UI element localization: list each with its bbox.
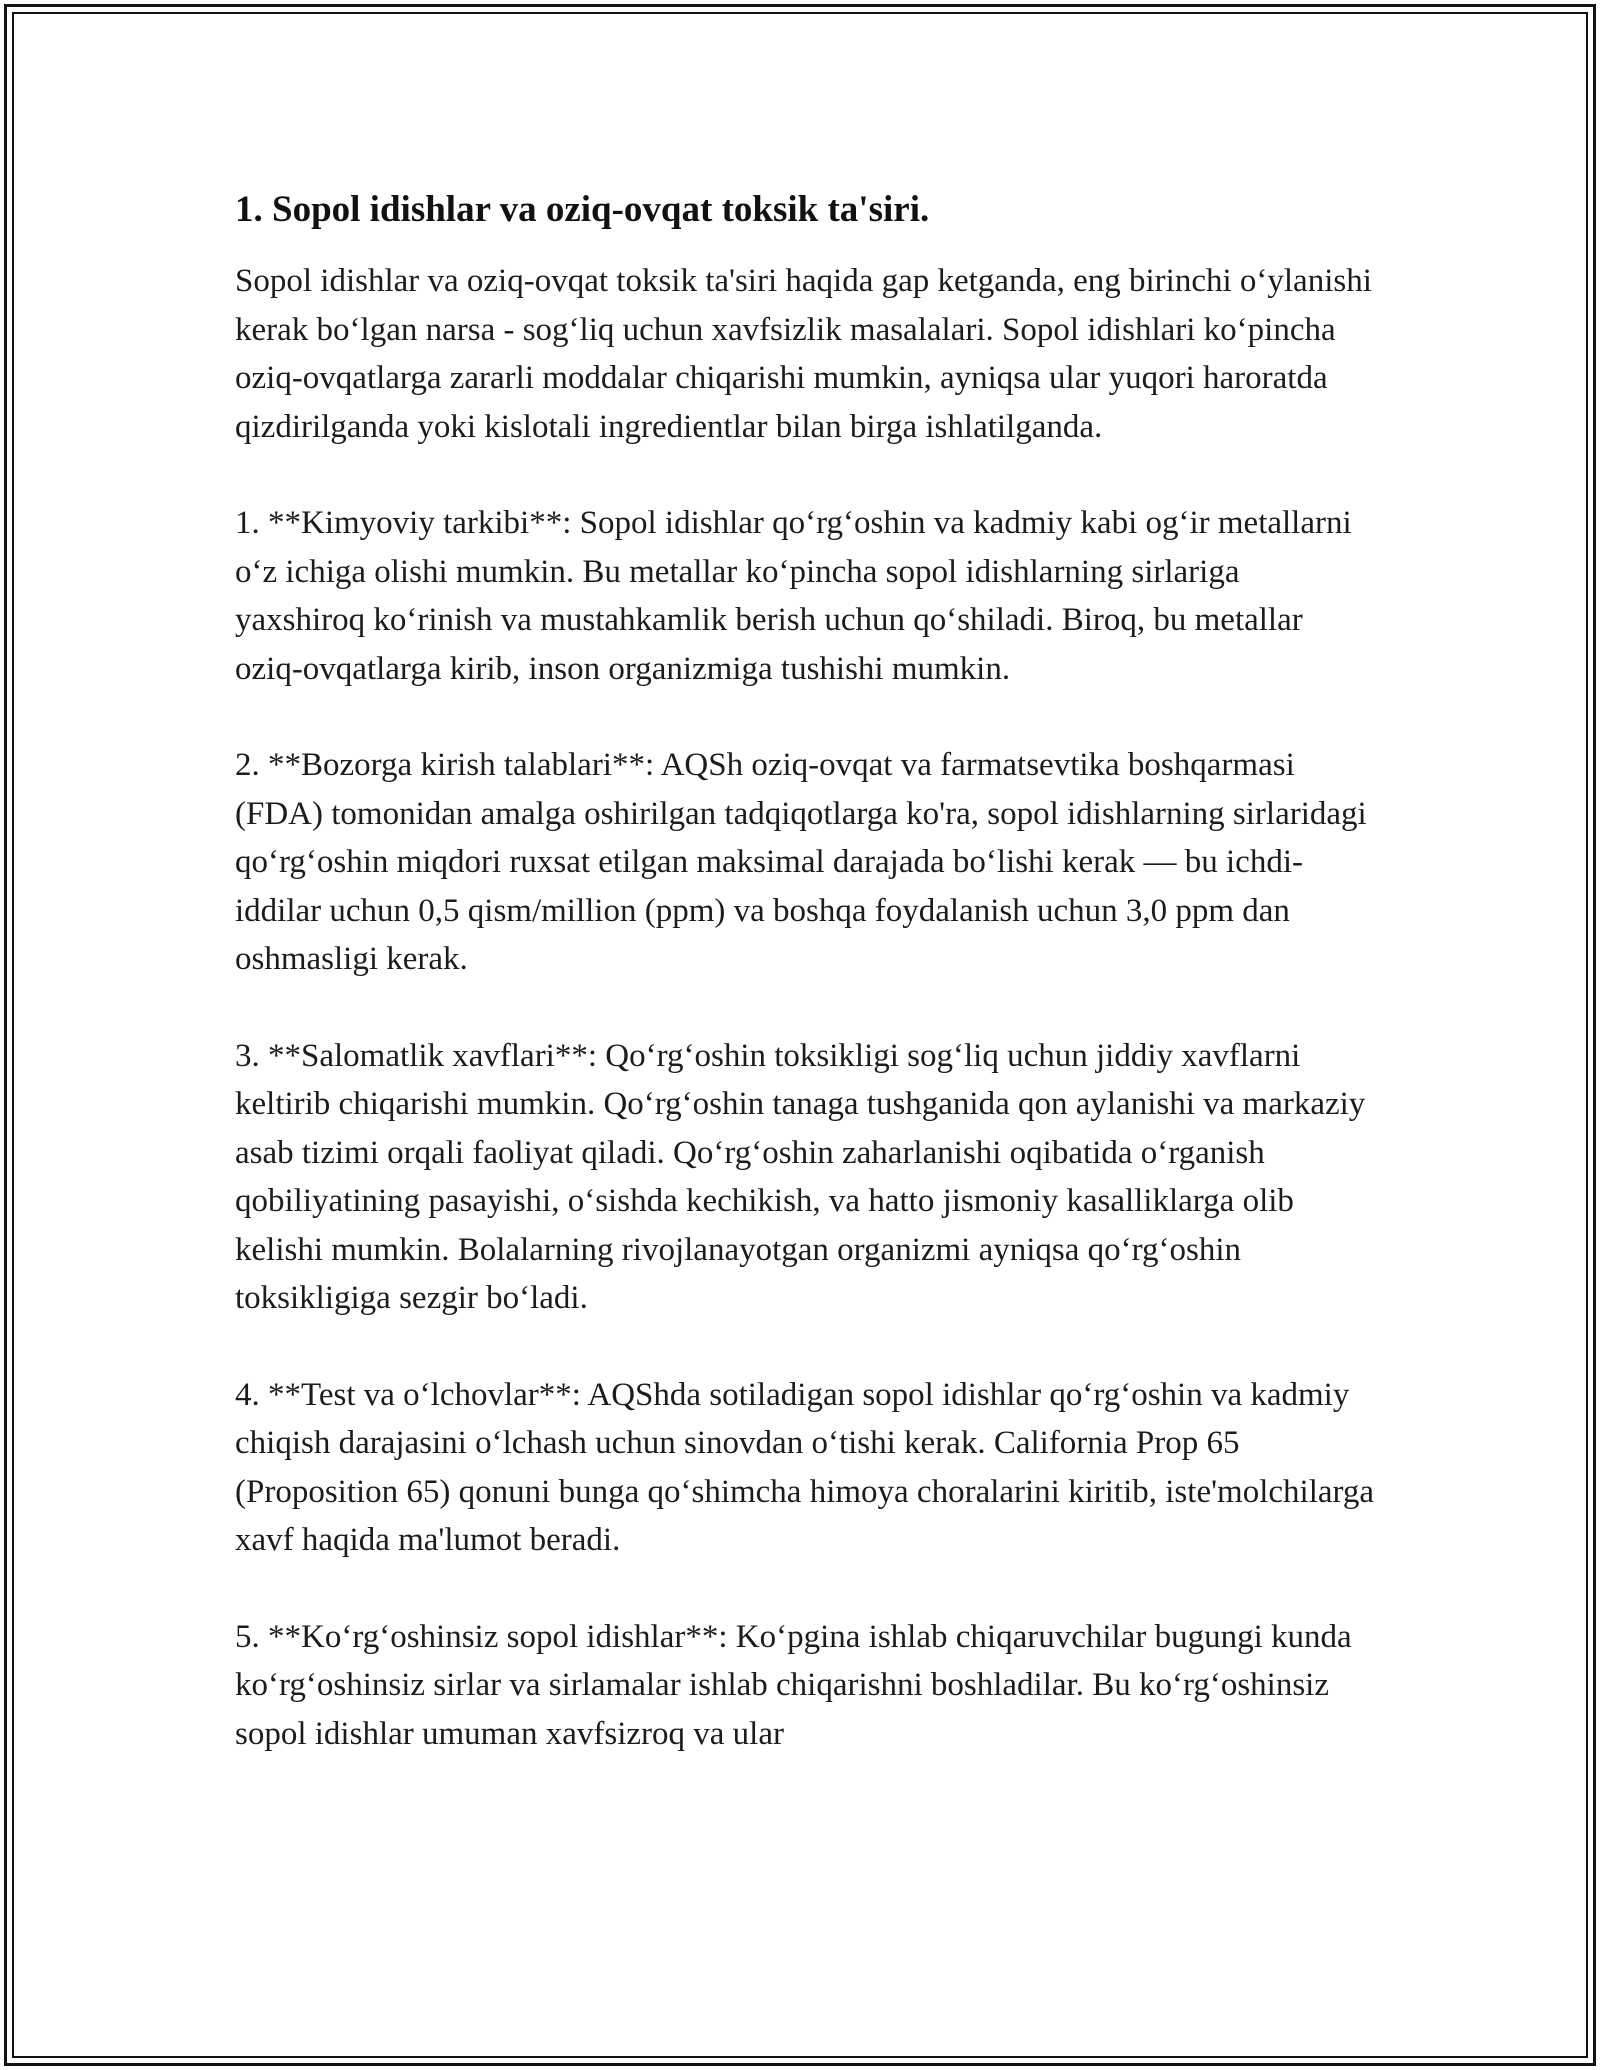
- paragraph-health-risks: 3. **Salomatlik xavflari**: Qoʻrgʻoshin toksikligi sogʻliq uchun jiddiy xavflarni keltirib chiqarishi mumkin. Qoʻrgʻoshin tanaga tushganida qon aylanishi va markaziy asab tizimi orqali faoliyat qiladi. Qoʻrgʻoshin zaharlanishi oqibatida oʻrganish qobiliyatining pasayishi, oʻsishda kechikish, va hatto jismoniy kasalliklarga olib kelishi mumkin. Bolalarning rivojlanayotgan organizmi ayniqsa qoʻrgʻoshin toksikligiga sezgir boʻladi.: [235, 1037, 1366, 1316]
- paragraph-intro: Sopol idishlar va oziq-ovqat toksik ta'siri haqida gap ketganda, eng birinchi oʻylanishi kerak boʻlgan narsa - sogʻliq uchun xavfsizlik masalalari. Sopol idishlari koʻpincha oziq-ovqatlarga zararli moddalar chiqarishi mumkin, ayniqsa ular yuqori haroratda qizdirilganda yoki kislotali ingredientlar bilan birga ishlatilganda.: [235, 263, 1372, 445]
- paragraph-tests-measurements: 4. **Test va oʻlchovlar**: AQShda sotiladigan sopol idishlar qoʻrgʻoshin va kadmiy chiqish darajasini oʻlchash uchun sinovdan oʻtishi kerak. California Prop 65 (Proposition 65) qonuni bunga qoʻshimcha himoya choralarini kiritib, iste'molchilarga xavf haqida ma'lumot beradi.: [235, 1376, 1375, 1558]
- document-body: [235, 185, 1375, 1806]
- document-title: 1. Sopol idishlar va oziq-ovqat toksik ta'siri.: [235, 189, 930, 230]
- paragraph-market-requirements: 2. **Bozorga kirish talablari**: AQSh oziq-ovqat va farmatsevtika boshqarmasi (FDA) tomonidan amalga oshirilgan tadqiqotlarga ko'ra, sopol idishlarning sirlaridagi qoʻrgʻoshin miqdori ruxsat etilgan maksimal darajada boʻlishi kerak — bu ichdi-iddilar uchun 0,5 qism/million (ppm) va boshqa foydalanish uchun 3,0 ppm dan oshmasligi kerak.: [235, 747, 1367, 977]
- paragraph-lead-free-ceramics: 5. **Koʻrgʻoshinsiz sopol idishlar**: Koʻpgina ishlab chiqaruvchilar bugungi kunda koʻrgʻoshinsiz sirlar va sirlamalar ishlab chiqarishni boshladilar. Bu koʻrgʻoshinsiz sopol idishlar umuman xavfsizroq va ular: [235, 1618, 1352, 1752]
- paragraph-chemical-composition: 1. **Kimyoviy tarkibi**: Sopol idishlar qoʻrgʻoshin va kadmiy kabi ogʻir metallarni oʻz ichiga olishi mumkin. Bu metallar koʻpincha sopol idishlarning sirlariga yaxshiroq koʻrinish va mustahkamlik berish uchun qoʻshiladi. Biroq, bu metallar oziq-ovqatlarga kirib, inson organizmiga tushishi mumkin.: [235, 505, 1352, 687]
